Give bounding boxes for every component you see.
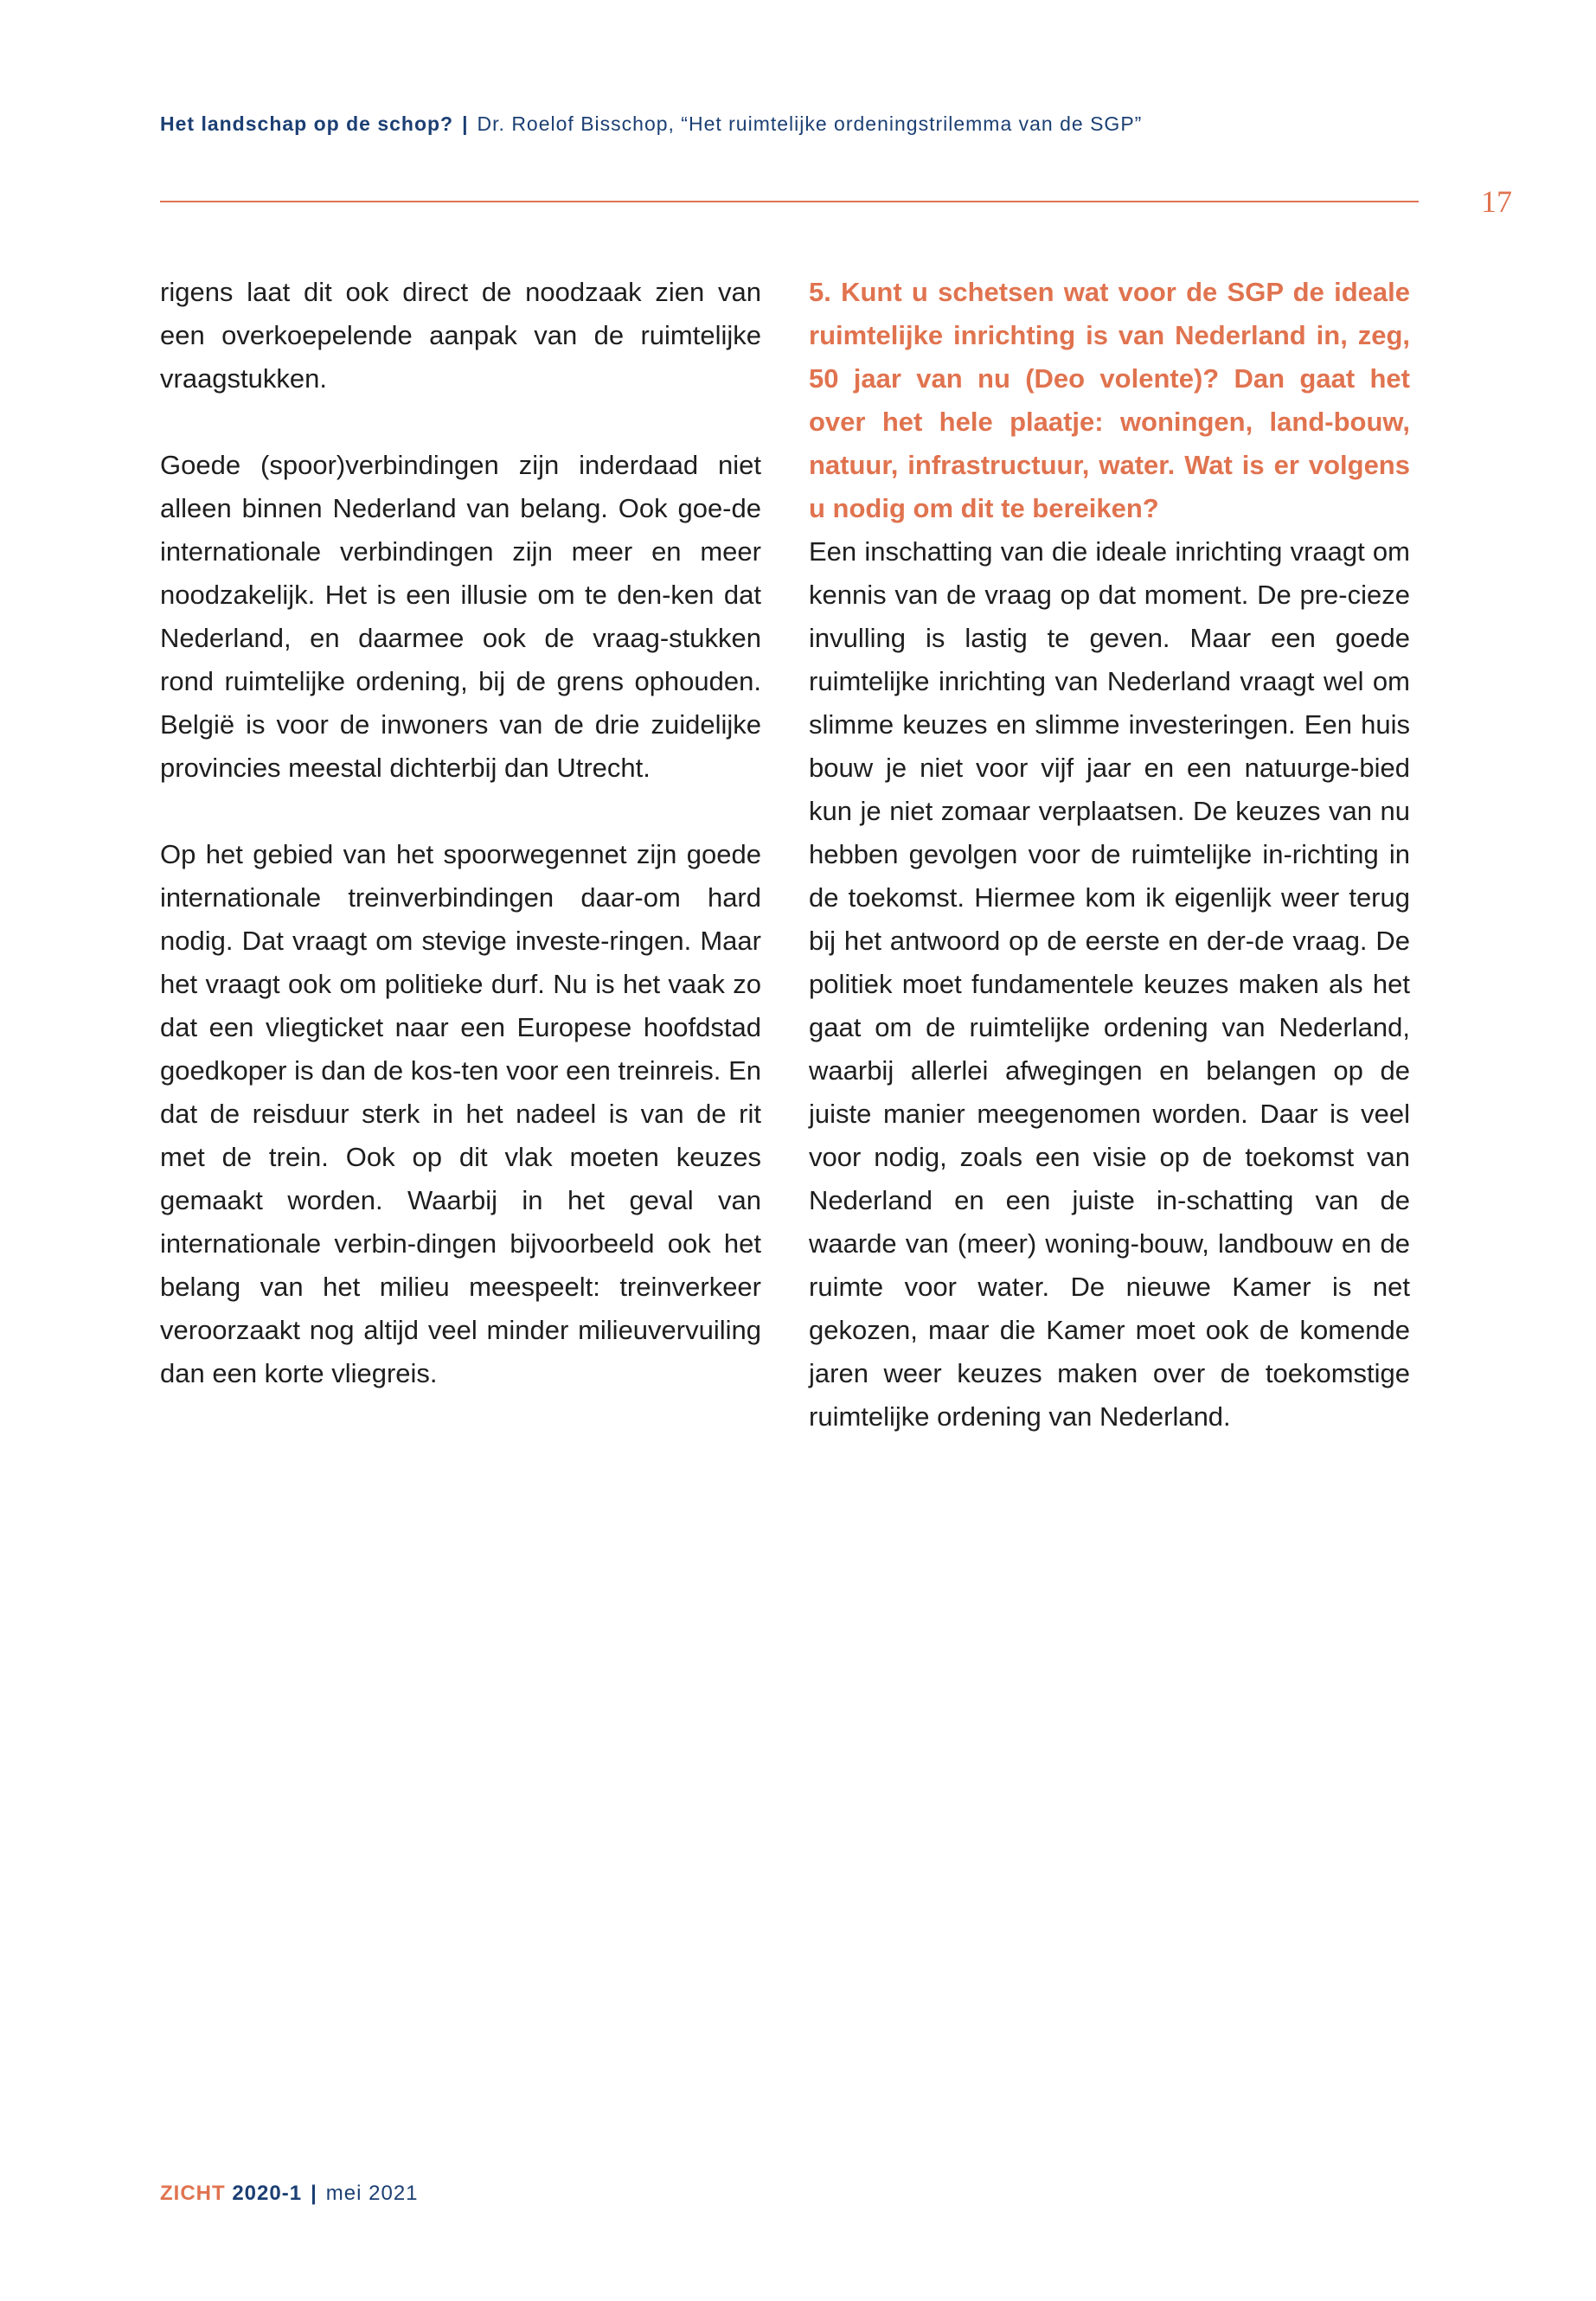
magazine-name: ZICHT [160, 2182, 226, 2205]
issue-date: mei 2021 [325, 2182, 419, 2205]
issue-number: 2020-1 [232, 2182, 303, 2205]
interview-question: 5. Kunt u schetsen wat voor de SGP de ideale ruimtelijke inrichting is van Nederland in, zeg, 50 jaar van nu (Deo volente)? Dan gaat het over het hele plaatje: woningen, land-bouw, natuur, infrastructuur, water. Wat is er volgens u nodig om dit te bereiken? [809, 277, 1410, 523]
header-separator: | [462, 112, 469, 135]
series-title: Het landschap op de schop? [160, 112, 454, 135]
paragraph: rigens laat dit ook direct de noodzaak zien van een overkoepelende aanpak van de ruimtelijke vraagstukken. [160, 277, 761, 394]
running-footer [160, 2182, 419, 2206]
header-rule [160, 201, 1419, 202]
paragraph: Goede (spoor)verbindingen zijn inderdaad niet alleen binnen Nederland van belang. Ook goe-de internationale verbindingen zijn meer en meer noodzakelijk. Het is een illusie om te den-ken dat Nederland, en daarmee ook de vraag-stukken rond ruimtelijke ordening, bij de grens ophouden. België is voor de inwoners van de drie zuidelijke provincies meestal dichterbij dan Utrecht. [160, 450, 761, 783]
footer-separator: | [311, 2182, 317, 2205]
interview-answer: Een inschatting van die ideale inrichting vraagt om kennis van de vraag op dat moment. De pre-cieze invulling is lastig te geven. Maar een goede ruimtelijke inrichting van Nederland vraagt wel om slimme keuzes en slimme investeringen. Een huis bouw je niet voor vijf jaar en een natuurge-bied kun je niet zomaar verplaatsen. De keuzes van nu hebben gevolgen voor de ruimtelijke in-richting in de toekomst. Hiermee kom ik eigenlijk weer terug bij het antwoord op de eerste en der-de vraag. De politiek moet fundamentele keuzes maken als het gaat om de ruimtelijke ordening van Nederland, waarbij allerlei afwegingen en belangen op de juiste manier meegenomen worden. Daar is veel voor nodig, zoals een visie op de toekomst van Nederland en een juiste in-schatting van de waarde van (meer) woning-bouw, landbouw en de ruimte voor water. De nieuwe Kamer is net gekozen, maar die Kamer moet ook de komende jaren weer keuzes maken over de toekomstige ruimtelijke ordening van Nederland. [809, 536, 1410, 1432]
left-column [160, 271, 761, 1439]
right-column [809, 271, 1410, 1482]
paragraph: Op het gebied van het spoorwegennet zijn goede internationale treinverbindingen daar-om hard nodig. Dat vraagt om stevige investe-ringen. Maar het vraagt ook om politieke durf. Nu is het vaak zo dat een vliegticket naar een Europese hoofdstad goedkoper is dan de kos-ten voor een treinreis. En dat de reisduur sterk in het nadeel is van de rit met de trein. Ook op dit vlak moeten keuzes gemaakt worden. Waarbij in het geval van internationale verbin-dingen bijvoorbeeld ook het belang van het milieu meespeelt: treinverkeer veroorzaakt nog altijd veel minder milieuvervuiling dan een korte vliegreis. [160, 839, 761, 1388]
article-author-title: Dr. Roelof Bisschop, “Het ruimtelijke ordeningstrilemma van de SGP” [477, 112, 1143, 135]
page-number: 17 [1481, 184, 1512, 219]
running-header [160, 112, 1414, 136]
